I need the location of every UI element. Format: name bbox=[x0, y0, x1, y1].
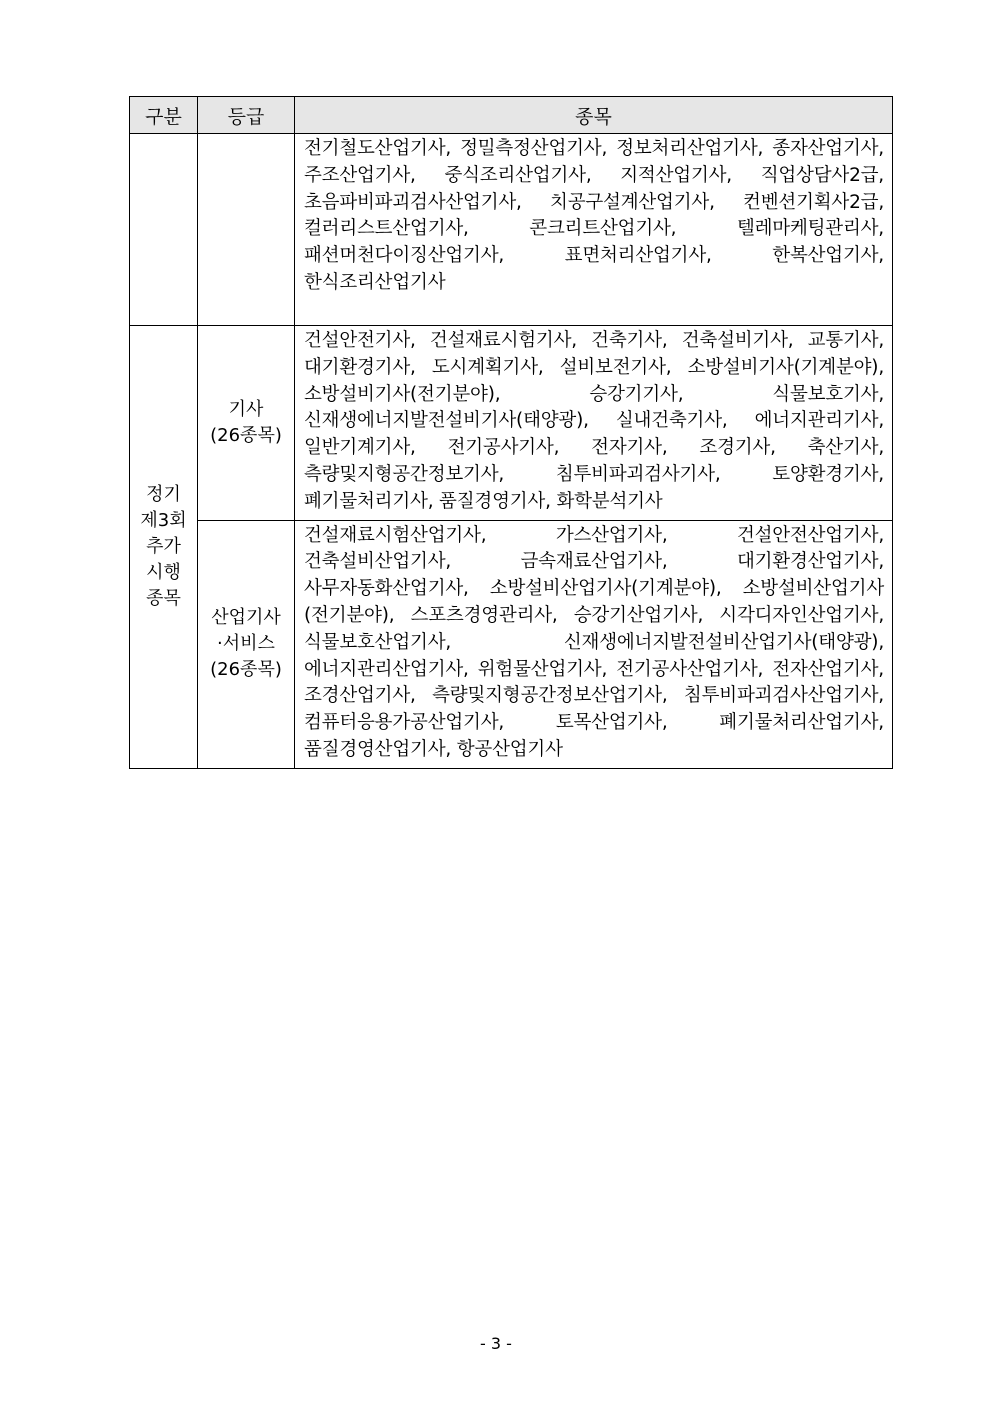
table-header-row bbox=[130, 97, 893, 134]
grade-count: (26종목) bbox=[210, 659, 282, 681]
header-grade: 등급 bbox=[198, 97, 295, 134]
items-cell-sanup-gisa: 건설재료시험산업기사, 가스산업기사, 건설안전산업기사, 건축설비산업기사, 금속재료산업기사, 대기환경산업기사, 사무자동화산업기사, 소방설비산업기사(기계분야), 소방설비산업기사(전기분야), 스포츠경영관리사, 승강기산업기사, 시각디자인산업기사, 식물보호산업기사, 신재생에너지발전설비산업기사(태양광), 에너지관리산업기사, 위험물산업기사, 전기공사산업기사, 전자산업기사, 조경산업기사, 측량및지형공간정보산업기사, 침투비파괴검사산업기사, 컴퓨터응용가공산업기사, 토목산업기사, 폐기물처리산업기사, 품질경영산업기사, 항공산업기사 bbox=[295, 520, 893, 768]
grade-cell-sanup-gisa bbox=[198, 520, 295, 768]
category-line: 추가 bbox=[146, 535, 181, 557]
grade-label: 산업기사 bbox=[211, 607, 281, 629]
items-cell-gisa: 건설안전기사, 건설재료시험기사, 건축기사, 건축설비기사, 교통기사, 대기환경기사, 도시계획기사, 설비보전기사, 소방설비기사(기계분야), 소방설비기사(전기분야), 승강기기사, 식물보호기사, 신재생에너지발전설비기사(태양광), 실내건축기사, 에너지관리기사, 일반기계기사, 전기공사기사, 전자기사, 조경기사, 축산기사, 측량및지형공간정보기사, 침투비파괴검사기사, 토양환경기사, 폐기물처리기사, 품질경영기사, 화학분석기사 bbox=[295, 326, 893, 521]
header-category: 구분 bbox=[130, 97, 198, 134]
items-cell-continued: 전기철도산업기사, 정밀측정산업기사, 정보처리산업기사, 종자산업기사, 주조산업기사, 중식조리산업기사, 지적산업기사, 직업상담사2급, 초음파비파괴검사산업기사, 치공구설계산업기사, 컨벤션기획사2급, 컬러리스트산업기사, 콘크리트산업기사, 텔레마케팅관리사, 패션머천다이징산업기사, 표면처리산업기사, 한복산업기사, 한식조리산업기사 bbox=[295, 134, 893, 326]
category-cell-empty bbox=[130, 134, 198, 326]
grade-label: 기사 bbox=[228, 398, 264, 420]
category-line: 제3회 bbox=[140, 509, 187, 531]
table-row-continued bbox=[130, 134, 893, 326]
category-line: 시행 bbox=[146, 561, 181, 583]
table-row-sanup-gisa bbox=[130, 520, 893, 768]
grade-label-service: ·서비스 bbox=[217, 633, 275, 655]
category-line: 종목 bbox=[146, 587, 181, 609]
header-items: 종목 bbox=[295, 97, 893, 134]
grade-count: (26종목) bbox=[210, 424, 282, 446]
grade-cell-gisa bbox=[198, 326, 295, 521]
category-line: 정기 bbox=[146, 483, 181, 505]
grade-cell-empty bbox=[198, 134, 295, 326]
table-row-gisa bbox=[130, 326, 893, 521]
page-number: - 3 - bbox=[480, 1334, 512, 1353]
category-cell-regular-3rd bbox=[130, 326, 198, 769]
certification-table bbox=[129, 96, 893, 769]
